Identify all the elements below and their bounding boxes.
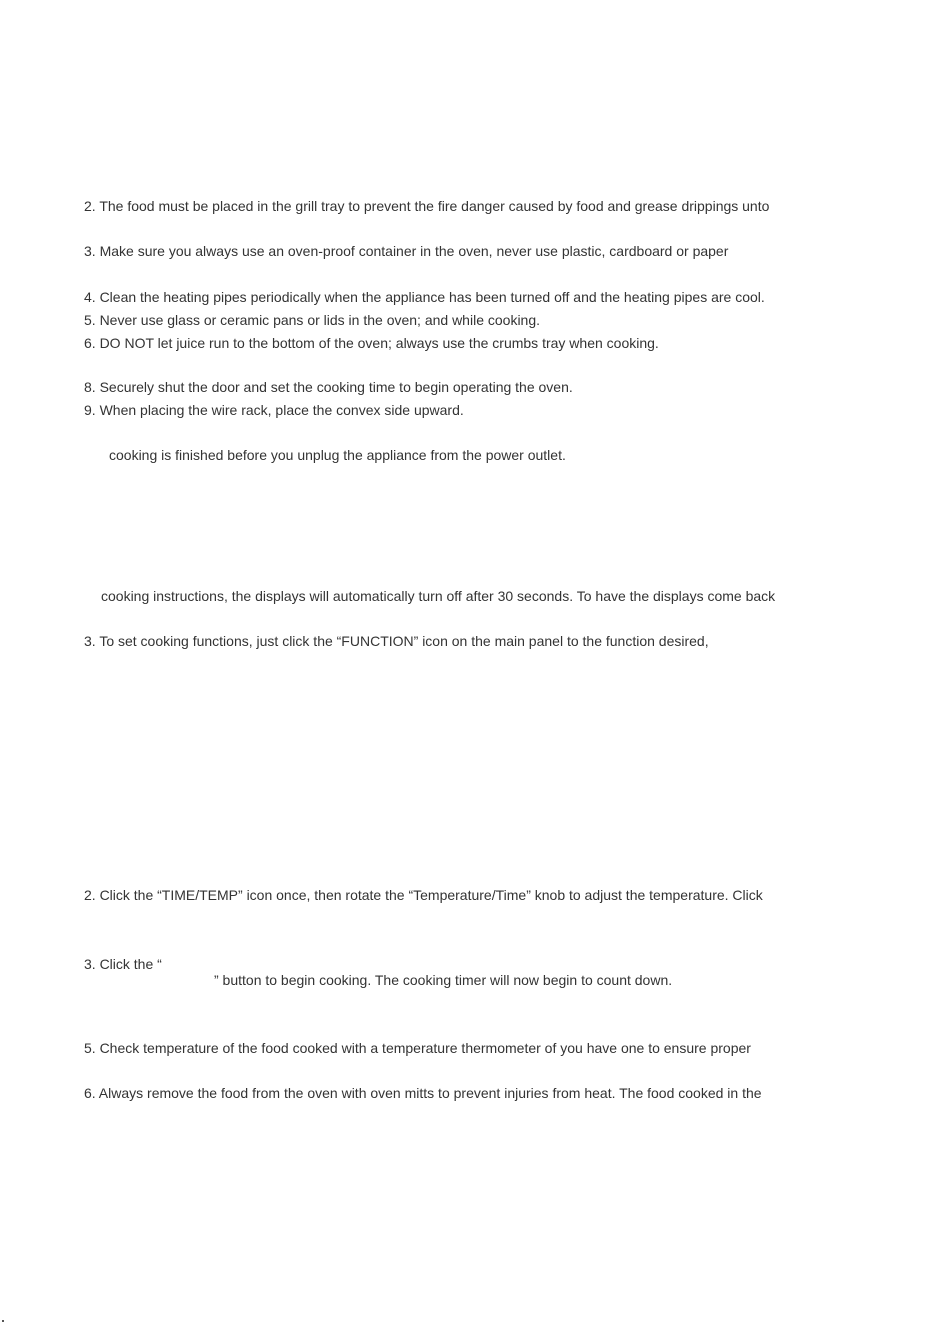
page-corner-mark xyxy=(2,1320,4,1322)
text-line-time-temp: 2. Click the “TIME/TEMP” icon once, then rotate the “Temperature/Time” knob to adjust the temperature. Click xyxy=(84,887,763,903)
text-line-oven-proof-container: 3. Make sure you always use an oven-proof container in the oven, never use plastic, cardboard or paper xyxy=(84,243,729,259)
text-line-clean-heating-pipes: 4. Clean the heating pipes periodically when the appliance has been turned off and the heating pipes are cool. xyxy=(84,289,765,305)
text-line-shut-door: 8. Securely shut the door and set the cooking time to begin operating the oven. xyxy=(84,379,573,395)
text-line-displays-turn-off: cooking instructions, the displays will automatically turn off after 30 seconds. To have the displays come back xyxy=(101,588,776,604)
text-line-crumbs-tray: 6. DO NOT let juice run to the bottom of the oven; always use the crumbs tray when cooking. xyxy=(84,335,659,351)
text-line-cooking-functions: 3. To set cooking functions, just click the “FUNCTION” icon on the main panel to the function desired, xyxy=(84,633,709,649)
text-line-wire-rack: 9. When placing the wire rack, place the convex side upward. xyxy=(84,402,464,418)
text-line-unplug-appliance: cooking is finished before you unplug the appliance from the power outlet. xyxy=(109,447,566,463)
text-line-check-temperature: 5. Check temperature of the food cooked with a temperature thermometer of you have one to ensure proper xyxy=(84,1040,751,1056)
text-line-oven-mitts: 6. Always remove the food from the oven with oven mitts to prevent injuries from heat. The food cooked in the xyxy=(84,1085,762,1101)
text-line-grill-tray: 2. The food must be placed in the grill tray to prevent the fire danger caused by food and grease drippings unto xyxy=(84,198,770,214)
text-line-click-the: 3. Click the “ xyxy=(84,956,162,972)
text-line-begin-cooking: ” button to begin cooking. The cooking timer will now begin to count down. xyxy=(214,972,673,988)
text-line-no-glass-ceramic: 5. Never use glass or ceramic pans or lids in the oven; and while cooking. xyxy=(84,312,541,328)
